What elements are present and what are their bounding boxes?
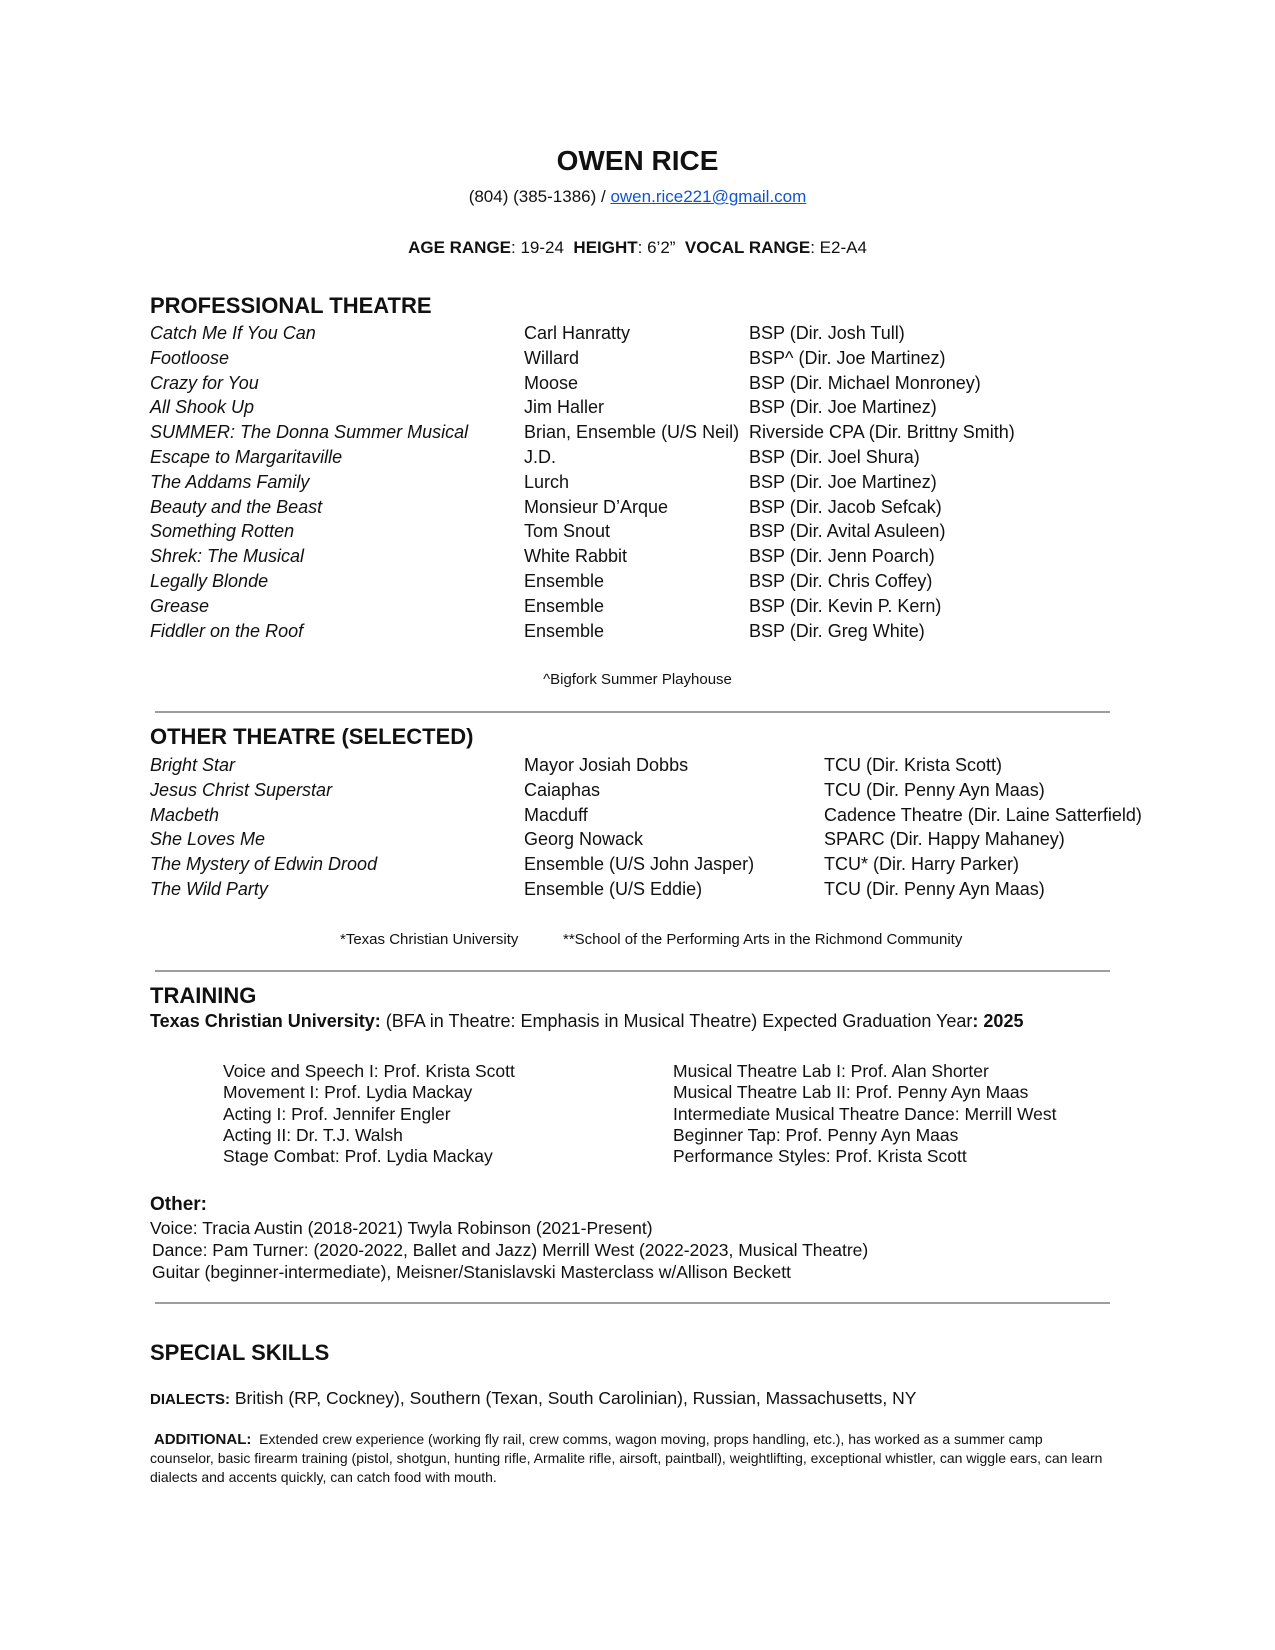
company-director: BSP (Dir. Joe Martinez) [749,471,937,492]
section-divider [155,1302,1110,1304]
age-range-value: : 19-24 [511,238,564,257]
course-item: Stage Combat: Prof. Lydia Mackay [223,1146,493,1167]
training-other-line: Guitar (beginner-intermediate), Meisner/Stanislavski Masterclass w/Allison Beckett [152,1262,791,1282]
additional-skills [150,1430,1110,1487]
role-name: Jim Haller [524,397,605,418]
show-title: The Mystery of Edwin Drood [150,854,378,875]
company-director: TCU (Dir. Krista Scott) [824,755,1003,775]
phone-number: (804) (385-1386) / [468,187,606,206]
role-name: Moose [524,372,579,393]
course-item: Movement I: Prof. Lydia Mackay [223,1082,473,1103]
course-item: Performance Styles: Prof. Krista Scott [673,1146,967,1167]
company-director: BSP (Dir. Avital Asuleen) [749,521,946,542]
dialects-line [150,1388,916,1409]
training-other-line: Dance: Pam Turner: (2020-2022, Ballet and Jazz) Merrill West (2022-2023, Musical Theatre) [152,1240,869,1260]
course-item: Musical Theatre Lab I: Prof. Alan Shorter [673,1061,989,1081]
role-name: Ensemble (U/S John Jasper) [524,854,755,875]
show-title: All Shook Up [150,397,255,418]
training-heading: TRAINING [150,983,257,1008]
stats-line [0,238,1275,258]
role-name: Macduff [524,804,588,825]
company-director: BSP (Dir. Josh Tull) [749,323,905,343]
training-year: : 2025 [972,1011,1024,1031]
training-other-heading: Other: [150,1194,207,1215]
show-title: Footloose [150,347,230,368]
role-name: J.D. [524,447,557,467]
company-director: Riverside CPA (Dir. Brittny Smith) [749,422,1015,443]
other-footnote-tcu: *Texas Christian University [340,931,519,948]
additional-label: ADDITIONAL: [153,1431,252,1448]
training-school: Texas Christian University: [150,1011,381,1031]
course-item: Acting II: Dr. T.J. Walsh [223,1124,403,1145]
show-title: Something Rotten [150,521,295,542]
show-title: The Wild Party [150,879,268,899]
role-name: Monsieur D’Arque [524,496,669,517]
show-title: The Addams Family [150,471,310,492]
role-name: Ensemble (U/S Eddie) [524,879,703,899]
company-director: BSP (Dir. Kevin P. Kern) [749,595,942,616]
show-title: Legally Blonde [150,571,269,591]
company-director: SPARC (Dir. Happy Mahaney) [824,829,1065,850]
show-title: SUMMER: The Donna Summer Musical [150,422,469,443]
role-name: Ensemble [524,620,605,641]
dialects-label: DIALECTS: [150,1391,230,1408]
show-title: Fiddler on the Roof [150,620,304,641]
role-name: Ensemble [524,595,605,616]
role-name: Willard [524,347,580,368]
professional-theatre-heading: PROFESSIONAL THEATRE [150,293,432,318]
role-name: Mayor Josiah Dobbs [524,755,689,775]
vocal-range-value: : E2-A4 [810,238,867,257]
show-title: Beauty and the Beast [150,496,323,517]
company-director: TCU (Dir. Penny Ayn Maas) [824,779,1045,800]
role-name: Caiaphas [524,779,601,800]
role-name: Georg Nowack [524,829,644,850]
company-director: BSP (Dir. Joel Shura) [749,447,920,467]
height-label: HEIGHT [573,238,638,257]
show-title: Grease [150,595,210,616]
company-director: BSP^ (Dir. Joe Martinez) [749,347,946,368]
training-degree: (BFA in Theatre: Emphasis in Musical Theatre) Expected Graduation Year [385,1011,973,1031]
section-divider [155,970,1110,972]
training-school-line [150,1011,1023,1032]
company-director: Cadence Theatre (Dir. Laine Satterfield) [824,804,1142,825]
training-other-line: Voice: Tracia Austin (2018-2021) Twyla Robinson (2021-Present) [150,1218,653,1238]
show-title: Jesus Christ Superstar [150,779,333,800]
resume-name: OWEN RICE [556,145,719,176]
company-director: BSP (Dir. Jacob Sefcak) [749,496,942,517]
role-name: Lurch [524,471,570,492]
special-skills-heading: SPECIAL SKILLS [150,1340,330,1365]
other-theatre-heading: OTHER THEATRE (SELECTED) [150,724,474,749]
other-footnote-sparc: **School of the Performing Arts in the Richmond Community [563,931,963,948]
company-director: TCU* (Dir. Harry Parker) [824,854,1020,875]
dialects-value: British (RP, Cockney), Southern (Texan, South Carolinian), Russian, Massachusetts, NY [234,1388,917,1408]
contact-line [0,187,1275,207]
vocal-range-label: VOCAL RANGE [684,238,811,257]
show-title: Macbeth [150,804,220,825]
company-director: BSP (Dir. Greg White) [749,620,925,641]
age-range-label: AGE RANGE [408,238,512,257]
show-title: Escape to Margaritaville [150,447,343,467]
show-title: Crazy for You [150,372,259,393]
show-title: She Loves Me [150,829,266,850]
company-director: BSP (Dir. Joe Martinez) [749,397,937,418]
role-name: White Rabbit [524,546,628,567]
role-name: Tom Snout [524,521,611,542]
height-value: : 6’2” [637,238,676,257]
course-item: Voice and Speech I: Prof. Krista Scott [223,1061,515,1081]
company-director: BSP (Dir. Chris Coffey) [749,571,933,591]
professional-footnote: ^Bigfork Summer Playhouse [543,671,732,688]
section-divider [155,711,1110,713]
additional-value: Extended crew experience (working fly rail, crew comms, wagon moving, props handling, etc.), has worked as a summer camp counselor, basic firearm training (pistol, shotgun, hunting rifle, Armalite rifle, airsoft, paintball), weightlifting, exceptional whistler, can wiggle ears, can learn dialects and accents quickly, can catch food with mouth. [150,1431,1103,1485]
company-director: TCU (Dir. Penny Ayn Maas) [824,879,1045,899]
course-item: Musical Theatre Lab II: Prof. Penny Ayn Maas [673,1082,1029,1103]
email-link[interactable]: owen.rice221@gmail.com [610,187,807,206]
show-title: Shrek: The Musical [150,546,305,567]
company-director: BSP (Dir. Jenn Poarch) [749,546,935,567]
company-director: BSP (Dir. Michael Monroney) [749,372,981,393]
role-name: Ensemble [524,571,605,591]
role-name: Brian, Ensemble (U/S Neil) [524,422,740,443]
course-item: Intermediate Musical Theatre Dance: Merrill West [673,1103,1057,1124]
course-item: Beginner Tap: Prof. Penny Ayn Maas [673,1124,959,1145]
course-item: Acting I: Prof. Jennifer Engler [223,1103,451,1124]
show-title: Bright Star [150,755,236,775]
show-title: Catch Me If You Can [150,323,316,343]
role-name: Carl Hanratty [524,323,631,343]
